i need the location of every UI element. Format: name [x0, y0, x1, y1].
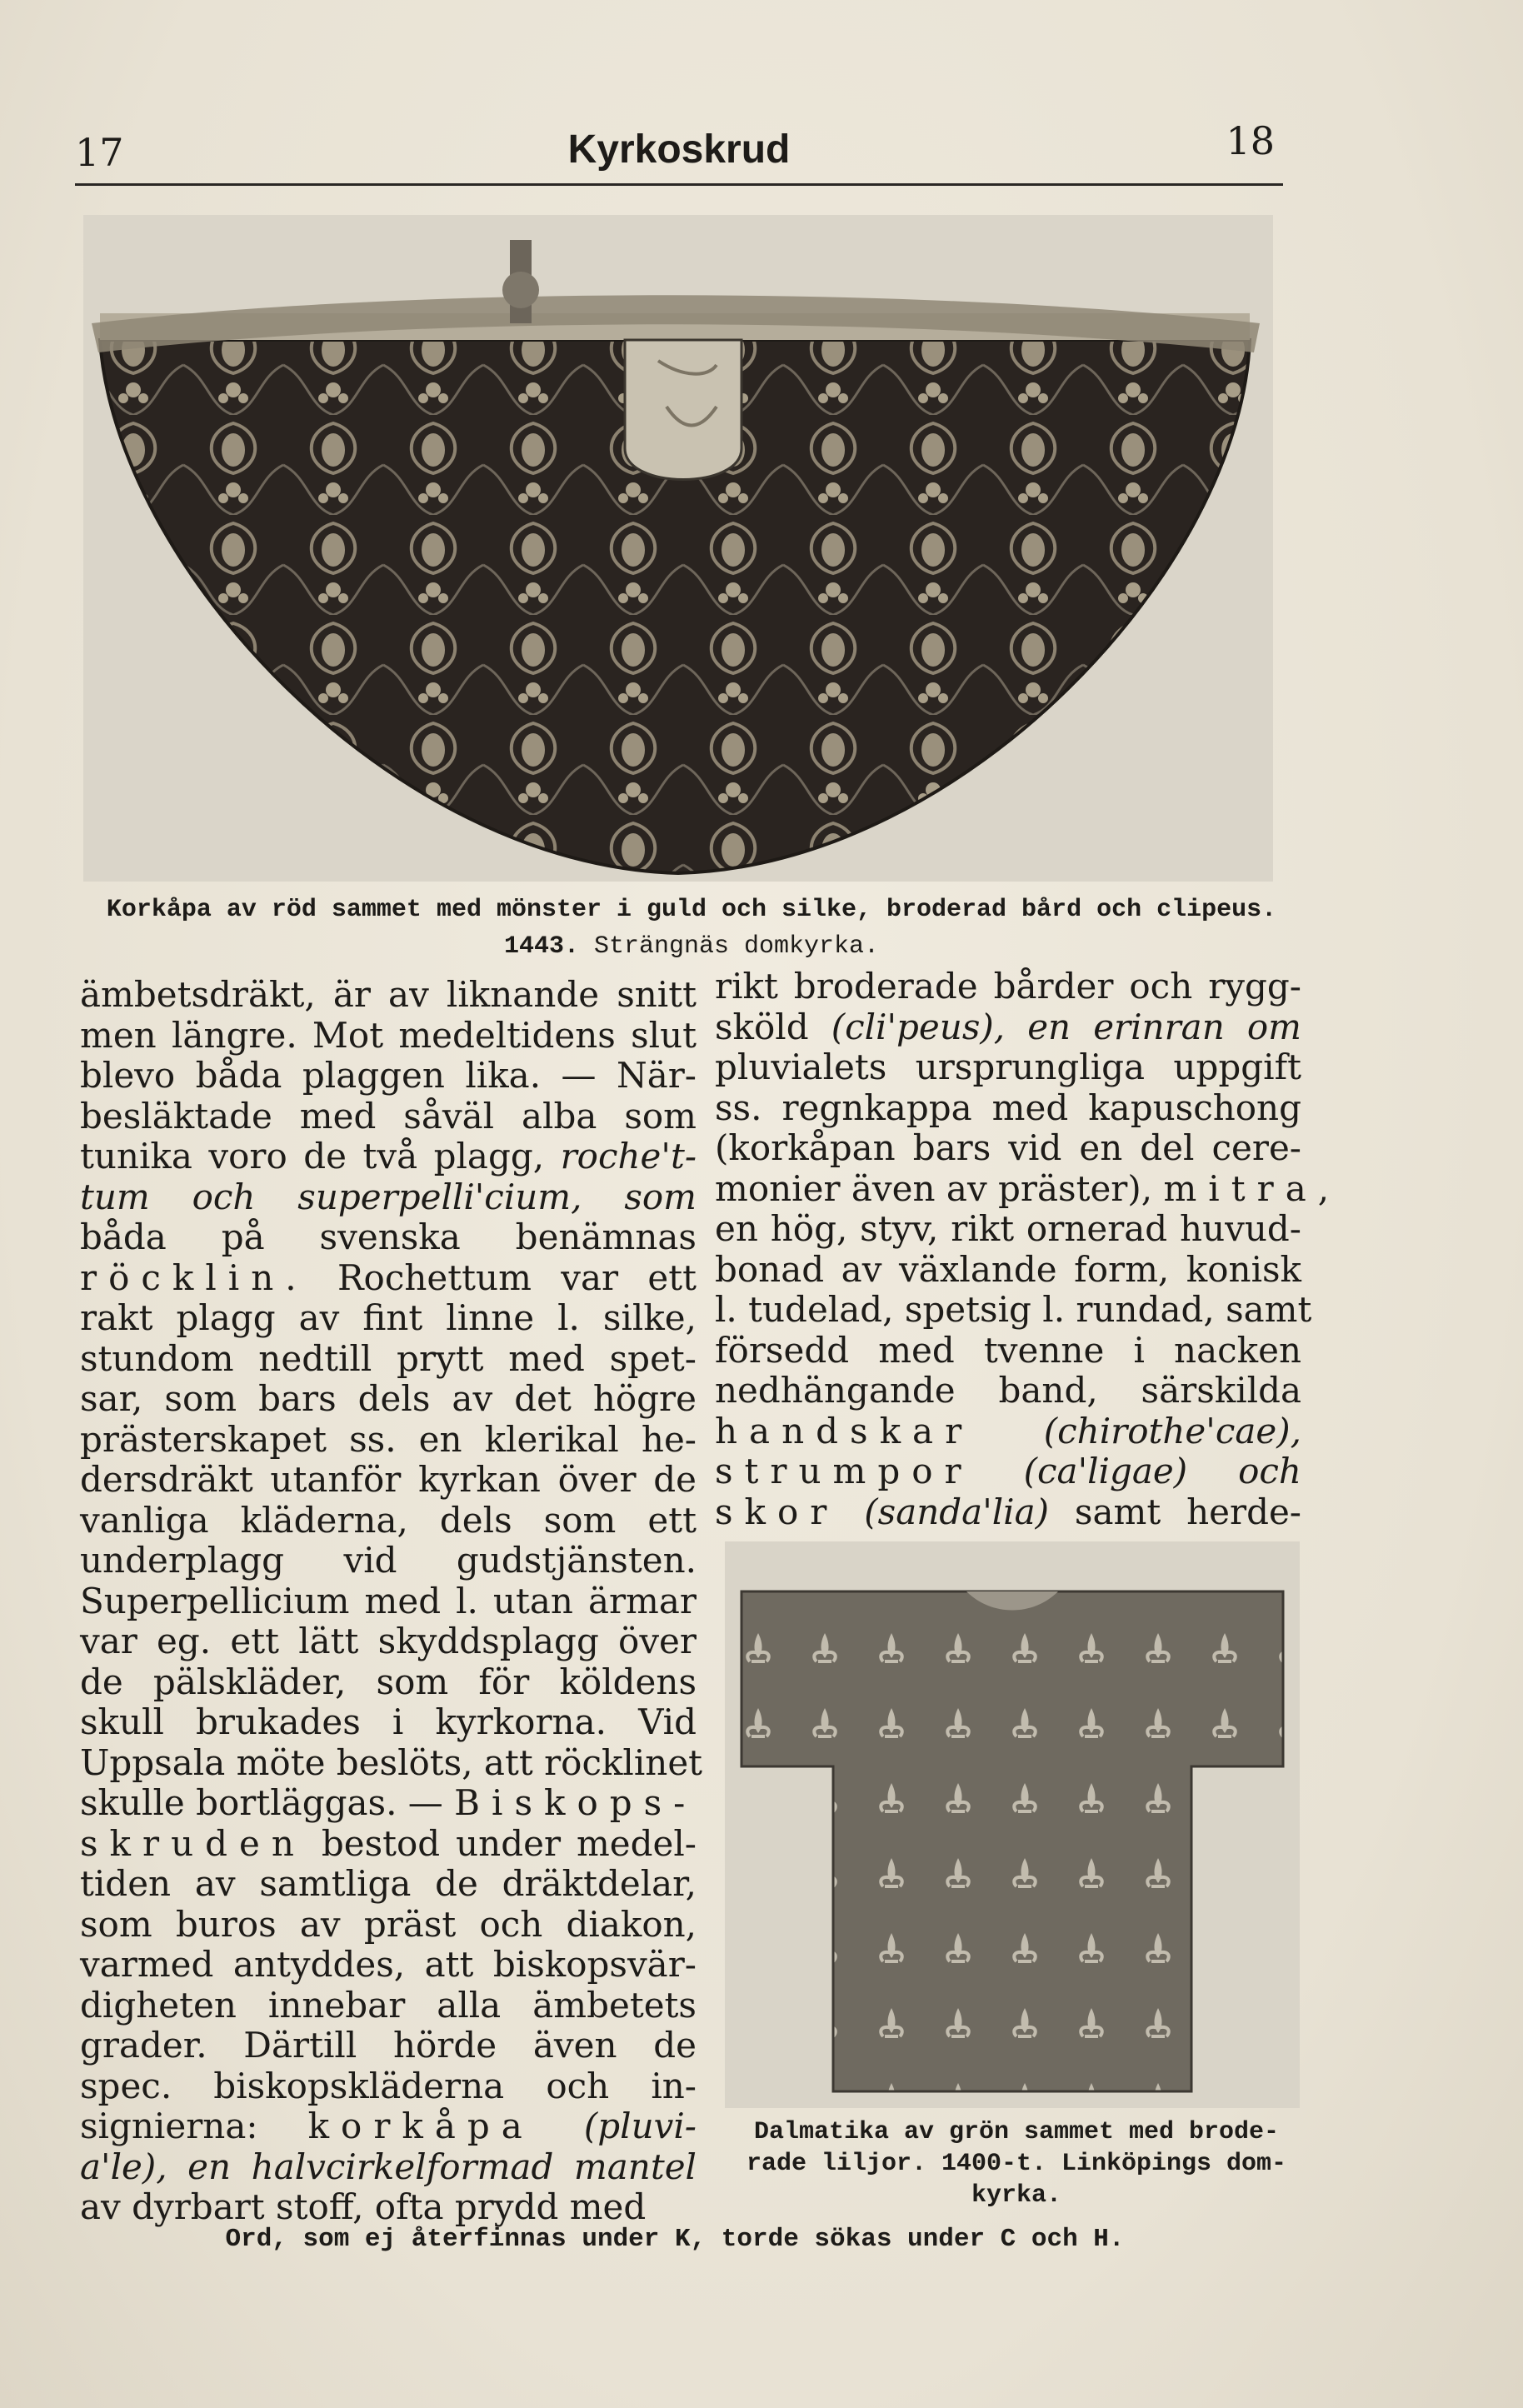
text-line: ss. regnkappa med kapuschong	[715, 1087, 1301, 1128]
text-line: försedd med tvenne i nacken	[715, 1329, 1301, 1371]
left-text-column	[80, 974, 703, 2228]
text-line: vanliga kläderna, dels som ett	[80, 1499, 697, 1541]
term-rocklin: röcklin.	[80, 1256, 308, 1298]
term-skor: skor	[715, 1491, 839, 1532]
text-line: skull brukades i kyrkorna. Vid	[80, 1701, 697, 1742]
term-sandalia: (sanda'lia)	[864, 1491, 1050, 1532]
term-chirothecae: (chirothe'cae),	[1043, 1410, 1301, 1451]
text-line: var eg. ett lätt skyddsplagg över	[80, 1621, 697, 1661]
text-fragment: bestod under medel-	[321, 1822, 697, 1864]
text-fragment: signierna:	[80, 2106, 258, 2146]
text-line: rakt plagg av fint linne l. silke,	[80, 1297, 697, 1338]
text-fragment: Rochettum var ett	[337, 1256, 697, 1298]
text-fragment: monier även av präster),	[715, 1167, 1153, 1209]
text-line: men längre. Mot medeltidens slut	[80, 1014, 697, 1056]
text-line: underplagg vid gudstjänsten.	[80, 1540, 697, 1581]
text-line	[715, 1167, 1341, 1210]
text-line	[80, 1258, 697, 1299]
dalmatic-caption-line: Dalmatika av grön sammet med brode-	[753, 2118, 1280, 2146]
term-superpellicium: tum och superpelli'cium, som	[80, 1176, 697, 1217]
text-fragment: a'le), en halvcirkelformad mantel	[80, 2146, 697, 2187]
term-skruden: skruden	[80, 1822, 306, 1864]
dalmatic-caption-line: kyrka.	[971, 2181, 1062, 2210]
text-line: ämbetsdräkt, är av liknande snitt	[80, 974, 697, 1015]
term-mitra: mitra,	[1163, 1167, 1341, 1209]
text-line: spec. biskopskläderna och in-	[80, 2065, 697, 2106]
term-pluviale: (pluvi-	[583, 2106, 697, 2146]
running-title: Kyrkoskrud	[567, 127, 791, 172]
text-line	[715, 1007, 1301, 1048]
text-line: varmed antyddes, att biskopsvär-	[80, 1944, 697, 1985]
text-line	[80, 1177, 697, 1218]
text-line: bonad av växlande form, konisk	[715, 1248, 1301, 1290]
text-line	[715, 1451, 1301, 1492]
cope-caption-place: Strängnäs domkyrka.	[593, 932, 880, 961]
text-line: båda på svenska benämnas	[80, 1216, 697, 1257]
text-line: de pälskläder, som för köldens	[80, 1661, 697, 1702]
text-fragment: tunika voro de två plagg,	[80, 1136, 545, 1177]
text-line: sar, som bars dels av det högre	[80, 1378, 697, 1419]
text-line: dersdräkt utanför kyrkan över de	[80, 1459, 697, 1500]
footer-note: Ord, som ej återfinnas under K, torde sökas under C och H.	[225, 2225, 1125, 2254]
text-line: som buros av präst och diakon,	[80, 1903, 697, 1945]
term-handskar: handskar	[715, 1410, 974, 1451]
dalmatic-caption	[717, 2116, 1316, 2211]
text-fragment: skulle bortläggas. —	[80, 1782, 443, 1823]
page-number-right: 18	[1226, 118, 1275, 163]
page-number-left: 17	[75, 130, 124, 175]
text-line	[80, 1824, 697, 1865]
term-clipeus: (cli'peus), en erinran om	[831, 1006, 1301, 1047]
text-line	[80, 2147, 697, 2188]
text-line	[80, 1783, 697, 1824]
page-header	[75, 117, 1283, 186]
text-line	[80, 1137, 697, 1177]
text-line	[715, 1411, 1301, 1452]
text-fragment: sköld	[715, 1006, 809, 1047]
text-line: blevo båda plaggen lika. — När-	[80, 1055, 697, 1096]
text-line: Superpellicium med l. utan ärmar	[80, 1580, 697, 1621]
cope-caption-line1: Korkåpa av röd sammet med mönster i guld och silke, broderad bård och clipeus.	[106, 896, 1277, 924]
text-line: tiden av samtliga de dräktdelar,	[80, 1863, 697, 1904]
text-line: (korkåpan bars vid en del cere-	[715, 1127, 1301, 1168]
text-line	[80, 2106, 697, 2147]
right-text-column	[715, 966, 1341, 1532]
text-line: digheten innebar alla ämbetets	[80, 1984, 697, 2026]
text-fragment: samt herde-	[1074, 1491, 1301, 1532]
cope-caption-year: 1443.	[503, 932, 579, 961]
text-line: Uppsala möte beslöts, att röcklinet	[80, 1741, 703, 1783]
text-line: besläktade med såväl alba som	[80, 1095, 697, 1137]
dalmatic-photograph	[725, 1541, 1300, 2108]
term-rochettum: roche't-	[560, 1136, 697, 1177]
cope-caption	[50, 892, 1333, 965]
term-korkapa: korkåpa	[307, 2106, 534, 2146]
text-line	[715, 1492, 1301, 1533]
text-line: av dyrbart stoff, ofta prydd med	[80, 2186, 647, 2227]
text-line: grader. Därtill hörde även de	[80, 2025, 697, 2066]
text-line: nedhängande band, särskilda	[715, 1370, 1301, 1411]
term-biskops: Biskops-	[454, 1782, 697, 1823]
text-line: stundom nedtill prytt med spet-	[80, 1337, 697, 1379]
text-line: l. tudelad, spetsig l. rundad, samt	[715, 1289, 1312, 1330]
text-line: prästerskapet ss. en klerikal he-	[80, 1418, 697, 1460]
term-strumpor: strumpor	[715, 1451, 973, 1491]
cope-photograph	[83, 215, 1273, 882]
text-line: en hög, styv, rikt ornerad huvud-	[715, 1208, 1301, 1249]
dalmatic-caption-line: rade liljor. 1400-t. Linköpings dom-	[746, 2150, 1287, 2178]
text-line: pluvialets ursprungliga uppgift	[715, 1047, 1301, 1087]
text-line: rikt broderade bårder och rygg-	[715, 966, 1301, 1007]
term-caligae: (ca'ligae) och	[1023, 1451, 1301, 1491]
